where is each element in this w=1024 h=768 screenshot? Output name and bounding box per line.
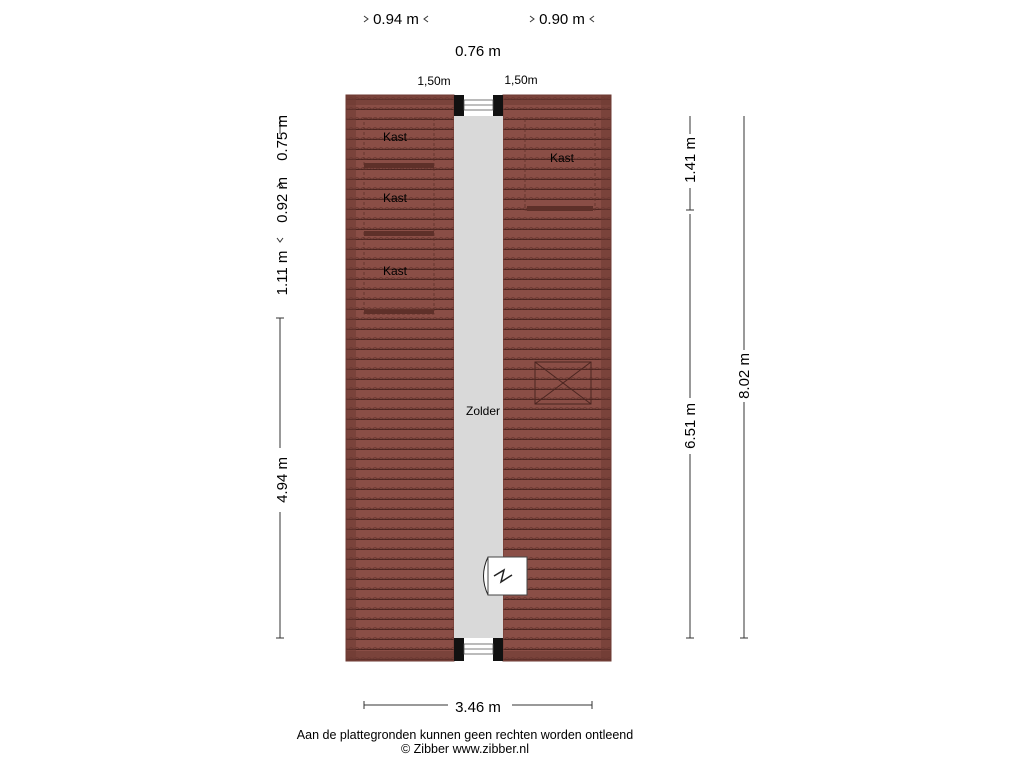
left-dim-top: 0.75 m bbox=[274, 115, 291, 161]
room-label-zolder: Zolder bbox=[465, 404, 501, 418]
stair-hatch bbox=[484, 557, 528, 595]
left-dim-bottom: 4.94 m bbox=[274, 457, 291, 503]
right-dim-inner-bottom: 6.51 m bbox=[682, 403, 699, 449]
window-label-left: 1,50m bbox=[417, 74, 451, 88]
room-label-kast-3: Kast bbox=[382, 264, 408, 278]
room-label-kast-2: Kast bbox=[382, 191, 408, 205]
right-dim-inner-top: 1.41 m bbox=[682, 137, 699, 183]
left-dim-second: 0.92 m bbox=[274, 177, 291, 223]
top-dim-right: 0.90 m bbox=[539, 11, 585, 28]
room-label-kast-1: Kast bbox=[382, 130, 408, 144]
bottom-window bbox=[454, 638, 503, 661]
room-label-kast-4: Kast bbox=[549, 151, 575, 165]
roof-left bbox=[346, 95, 454, 661]
right-dim-outer-total: 8.02 m bbox=[736, 353, 753, 399]
top-dim-middle: 0.76 m bbox=[455, 43, 501, 60]
window-label-right: 1,50m bbox=[504, 73, 538, 87]
disclaimer-text: Aan de plattegronden kunnen geen rechten worden ontleend bbox=[296, 728, 634, 742]
top-window bbox=[454, 95, 503, 116]
top-dim-left: 0.94 m bbox=[373, 11, 419, 28]
left-dim-third: 1.11 m bbox=[274, 250, 291, 296]
bottom-dim: 3.46 m bbox=[455, 699, 501, 716]
copyright-text: © Zibber www.zibber.nl bbox=[400, 742, 529, 756]
